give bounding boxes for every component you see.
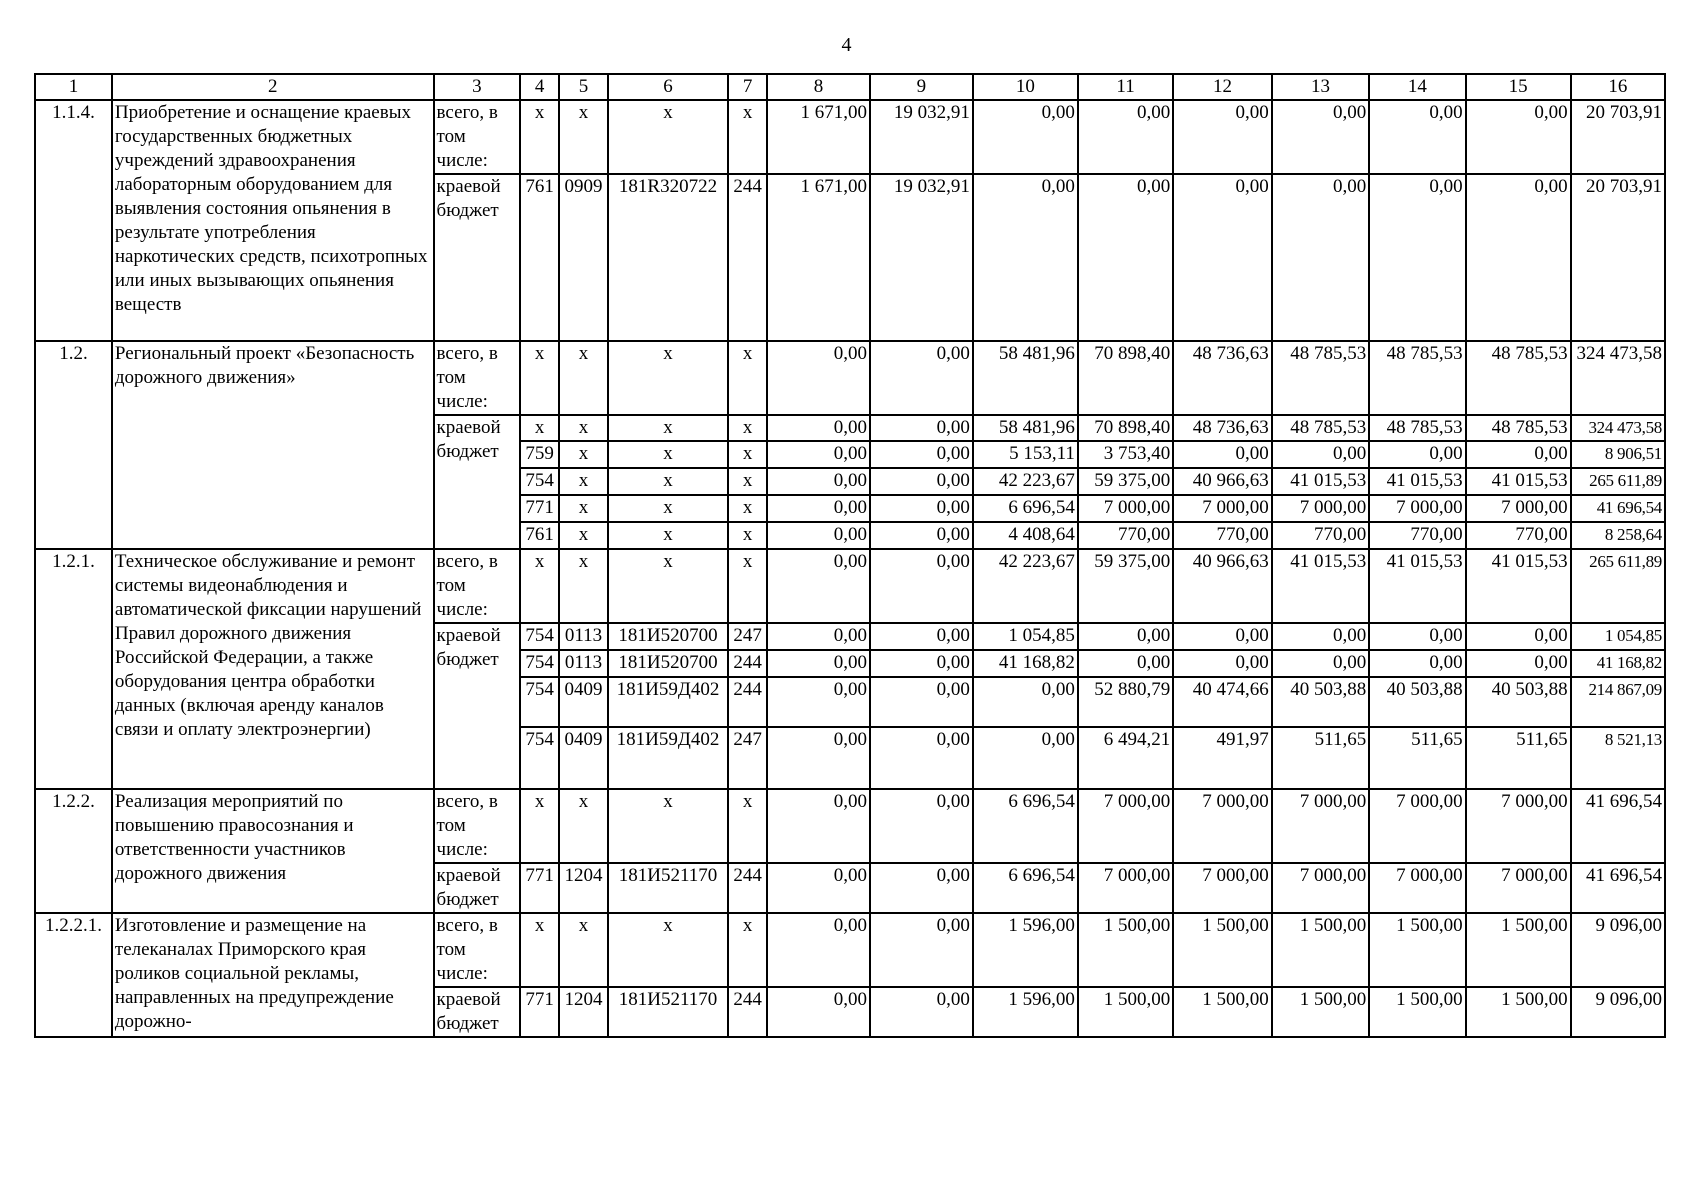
item-name: Изготовление и размещение на телеканалах Приморского края роликов социальной рекламы, направленных на предупреждение дорожно-	[112, 913, 434, 1037]
value-cell: 0,00	[767, 727, 870, 789]
value-cell: 7 000,00	[1272, 863, 1369, 913]
value-cell: 0,00	[1272, 650, 1369, 677]
placeholder-x: х	[728, 100, 767, 174]
column-header: 6	[608, 74, 728, 100]
value-cell: 0,00	[1272, 623, 1369, 650]
value-cell: 0,00	[1369, 650, 1465, 677]
value-cell: 1 054,85	[973, 623, 1078, 650]
value-cell: 0,00	[1078, 174, 1173, 341]
value-cell: 770,00	[1173, 522, 1272, 549]
value-cell: 0,00	[870, 789, 973, 863]
column-header: 11	[1078, 74, 1173, 100]
value-cell: 0,00	[1272, 100, 1369, 174]
code-expense: 244	[728, 863, 767, 913]
column-header: 12	[1173, 74, 1272, 100]
value-cell: 42 223,67	[973, 549, 1078, 623]
value-cell: 40 503,88	[1272, 677, 1369, 727]
value-cell: 511,65	[1466, 727, 1571, 789]
value-cell: 41 015,53	[1369, 468, 1465, 495]
code-section: 0409	[559, 727, 608, 789]
code-target: 181R320722	[608, 174, 728, 341]
value-cell: 7 000,00	[1369, 495, 1465, 522]
placeholder-x: х	[728, 549, 767, 623]
code-target: 181И59Д402	[608, 727, 728, 789]
placeholder-x: х	[520, 789, 559, 863]
code-grbs: 771	[520, 495, 559, 522]
row-1-2-2-total	[35, 789, 1665, 863]
value-cell: 7 000,00	[1078, 863, 1173, 913]
label-regional: краевой бюджет	[434, 623, 521, 789]
code-grbs: 761	[520, 522, 559, 549]
value-cell: 1 500,00	[1466, 987, 1571, 1037]
placeholder-x: х	[520, 913, 559, 987]
value-cell: 5 153,11	[973, 441, 1078, 468]
placeholder-x: х	[608, 341, 728, 415]
value-cell: 0,00	[870, 441, 973, 468]
value-cell: 0,00	[1078, 650, 1173, 677]
placeholder-x: х	[608, 522, 728, 549]
value-cell: 0,00	[1173, 100, 1272, 174]
page-number: 4	[841, 34, 852, 56]
column-header: 7	[728, 74, 767, 100]
value-cell: 324 473,58	[1571, 415, 1665, 441]
placeholder-x: х	[520, 549, 559, 623]
value-cell: 40 503,88	[1466, 677, 1571, 727]
value-cell: 40 474,66	[1173, 677, 1272, 727]
value-cell: 0,00	[1272, 441, 1369, 468]
value-cell: 0,00	[870, 549, 973, 623]
value-cell: 0,00	[767, 549, 870, 623]
value-cell: 324 473,58	[1571, 341, 1665, 415]
value-cell: 6 494,21	[1078, 727, 1173, 789]
value-cell: 0,00	[767, 677, 870, 727]
value-cell: 3 753,40	[1078, 441, 1173, 468]
value-cell: 0,00	[870, 987, 973, 1037]
code-section: 1204	[559, 987, 608, 1037]
value-cell: 0,00	[767, 495, 870, 522]
placeholder-x: х	[559, 789, 608, 863]
column-header: 15	[1466, 74, 1571, 100]
placeholder-x: х	[608, 415, 728, 441]
code-expense: 244	[728, 987, 767, 1037]
code-grbs: 771	[520, 863, 559, 913]
value-cell: 0,00	[870, 415, 973, 441]
row-1-1-4-total	[35, 100, 1665, 174]
value-cell: 20 703,91	[1571, 100, 1665, 174]
value-cell: 0,00	[1173, 174, 1272, 341]
value-cell: 770,00	[1078, 522, 1173, 549]
placeholder-x: х	[520, 415, 559, 441]
value-cell: 9 096,00	[1571, 987, 1665, 1037]
code-target: 181И59Д402	[608, 677, 728, 727]
row-1-2-1-total	[35, 549, 1665, 623]
placeholder-x: х	[559, 468, 608, 495]
value-cell: 58 481,96	[973, 341, 1078, 415]
value-cell: 7 000,00	[1466, 495, 1571, 522]
value-cell: 41 696,54	[1571, 495, 1665, 522]
placeholder-x: х	[608, 789, 728, 863]
value-cell: 0,00	[870, 727, 973, 789]
placeholder-x: х	[559, 913, 608, 987]
placeholder-x: х	[728, 495, 767, 522]
value-cell: 1 500,00	[1466, 913, 1571, 987]
value-cell: 41 015,53	[1466, 549, 1571, 623]
value-cell: 0,00	[973, 174, 1078, 341]
column-header: 13	[1272, 74, 1369, 100]
code-grbs: 754	[520, 727, 559, 789]
value-cell: 0,00	[1078, 623, 1173, 650]
code-grbs: 754	[520, 468, 559, 495]
placeholder-x: х	[728, 468, 767, 495]
label-total: всего, в том числе:	[434, 913, 521, 987]
value-cell: 0,00	[870, 623, 973, 650]
value-cell: 0,00	[767, 913, 870, 987]
placeholder-x: х	[608, 549, 728, 623]
value-cell: 0,00	[767, 341, 870, 415]
placeholder-x: х	[559, 341, 608, 415]
value-cell: 59 375,00	[1078, 549, 1173, 623]
value-cell: 48 785,53	[1466, 415, 1571, 441]
value-cell: 7 000,00	[1369, 789, 1465, 863]
code-expense: 244	[728, 174, 767, 341]
label-regional: краевой бюджет	[434, 415, 521, 549]
value-cell: 0,00	[870, 677, 973, 727]
value-cell: 40 966,63	[1173, 549, 1272, 623]
item-name: Реализация мероприятий по повышению правосознания и ответственности участников дорожного движения	[112, 789, 434, 913]
item-name: Приобретение и оснащение краевых государственных бюджетных учреждений здравоохранения лабораторным оборудованием для выявления состояния опьянения в результате употребления наркотических средств, психотропных или иных вызывающих опьянения веществ	[112, 100, 434, 341]
value-cell: 0,00	[870, 495, 973, 522]
value-cell: 41 696,54	[1571, 863, 1665, 913]
value-cell: 1 500,00	[1369, 913, 1465, 987]
value-cell: 0,00	[1173, 623, 1272, 650]
value-cell: 0,00	[767, 650, 870, 677]
column-header: 16	[1571, 74, 1665, 100]
value-cell: 7 000,00	[1466, 863, 1571, 913]
column-header: 5	[559, 74, 608, 100]
value-cell: 9 096,00	[1571, 913, 1665, 987]
value-cell: 0,00	[870, 650, 973, 677]
value-cell: 41 168,82	[973, 650, 1078, 677]
value-cell: 491,97	[1173, 727, 1272, 789]
placeholder-x: х	[520, 100, 559, 174]
value-cell: 0,00	[870, 522, 973, 549]
item-number: 1.2.1.	[35, 549, 112, 789]
value-cell: 7 000,00	[1173, 863, 1272, 913]
value-cell: 0,00	[973, 677, 1078, 727]
value-cell: 48 785,53	[1272, 415, 1369, 441]
column-header: 8	[767, 74, 870, 100]
value-cell: 265 611,89	[1571, 468, 1665, 495]
value-cell: 6 696,54	[973, 789, 1078, 863]
code-target: 181И520700	[608, 623, 728, 650]
value-cell: 8 521,13	[1571, 727, 1665, 789]
column-header: 9	[870, 74, 973, 100]
value-cell: 511,65	[1272, 727, 1369, 789]
value-cell: 7 000,00	[1272, 789, 1369, 863]
placeholder-x: х	[559, 549, 608, 623]
value-cell: 0,00	[767, 987, 870, 1037]
value-cell: 4 408,64	[973, 522, 1078, 549]
row-1-2-2-1-total	[35, 913, 1665, 987]
value-cell: 48 785,53	[1466, 341, 1571, 415]
value-cell: 214 867,09	[1571, 677, 1665, 727]
value-cell: 0,00	[1466, 623, 1571, 650]
value-cell: 41 015,53	[1369, 549, 1465, 623]
value-cell: 59 375,00	[1078, 468, 1173, 495]
code-section: 0409	[559, 677, 608, 727]
value-cell: 7 000,00	[1078, 789, 1173, 863]
item-name: Техническое обслуживание и ремонт системы видеонаблюдения и автоматической фиксации нарушений Правил дорожного движения Российской Федерации, а также оборудования центра обработки данных (включая аренду каналов связи и оплату электроэнергии)	[112, 549, 434, 789]
value-cell: 70 898,40	[1078, 341, 1173, 415]
placeholder-x: х	[608, 468, 728, 495]
value-cell: 1 671,00	[767, 174, 870, 341]
placeholder-x: х	[559, 415, 608, 441]
value-cell: 58 481,96	[973, 415, 1078, 441]
column-numbers-row	[35, 74, 1665, 100]
value-cell: 70 898,40	[1078, 415, 1173, 441]
placeholder-x: х	[559, 522, 608, 549]
value-cell: 0,00	[1369, 174, 1465, 341]
code-expense: 247	[728, 727, 767, 789]
placeholder-x: х	[728, 415, 767, 441]
placeholder-x: х	[608, 441, 728, 468]
value-cell: 6 696,54	[973, 495, 1078, 522]
item-number: 1.1.4.	[35, 100, 112, 341]
column-header: 14	[1369, 74, 1465, 100]
value-cell: 1 500,00	[1272, 987, 1369, 1037]
label-total: всего, в том числе:	[434, 789, 521, 863]
code-grbs: 754	[520, 650, 559, 677]
value-cell: 7 000,00	[1369, 863, 1465, 913]
label-total: всего, в том числе:	[434, 341, 521, 415]
column-header: 3	[434, 74, 521, 100]
value-cell: 7 000,00	[1173, 789, 1272, 863]
value-cell: 0,00	[1272, 174, 1369, 341]
value-cell: 48 785,53	[1369, 341, 1465, 415]
code-section: 0113	[559, 623, 608, 650]
code-target: 181И521170	[608, 987, 728, 1037]
placeholder-x: х	[559, 441, 608, 468]
value-cell: 1 500,00	[1272, 913, 1369, 987]
item-number: 1.2.	[35, 341, 112, 549]
code-expense: 244	[728, 677, 767, 727]
value-cell: 41 168,82	[1571, 650, 1665, 677]
value-cell: 0,00	[1369, 441, 1465, 468]
budget-table	[34, 73, 1666, 1038]
value-cell: 48 785,53	[1369, 415, 1465, 441]
value-cell: 1 500,00	[1369, 987, 1465, 1037]
placeholder-x: х	[559, 495, 608, 522]
value-cell: 265 611,89	[1571, 549, 1665, 623]
placeholder-x: х	[559, 100, 608, 174]
placeholder-x: х	[728, 341, 767, 415]
value-cell: 7 000,00	[1078, 495, 1173, 522]
label-total: всего, в том числе:	[434, 549, 521, 623]
value-cell: 8 906,51	[1571, 441, 1665, 468]
item-number: 1.2.2.1.	[35, 913, 112, 1037]
value-cell: 0,00	[870, 341, 973, 415]
value-cell: 770,00	[1466, 522, 1571, 549]
value-cell: 19 032,91	[870, 100, 973, 174]
value-cell: 1 054,85	[1571, 623, 1665, 650]
value-cell: 0,00	[973, 100, 1078, 174]
code-grbs: 754	[520, 677, 559, 727]
value-cell: 0,00	[767, 623, 870, 650]
value-cell: 770,00	[1272, 522, 1369, 549]
value-cell: 19 032,91	[870, 174, 973, 341]
value-cell: 0,00	[767, 441, 870, 468]
code-grbs: 754	[520, 623, 559, 650]
value-cell: 0,00	[767, 415, 870, 441]
value-cell: 770,00	[1369, 522, 1465, 549]
placeholder-x: х	[728, 441, 767, 468]
value-cell: 0,00	[1173, 650, 1272, 677]
label-regional: краевой бюджет	[434, 863, 521, 913]
code-section: 1204	[559, 863, 608, 913]
value-cell: 1 500,00	[1173, 913, 1272, 987]
value-cell: 41 015,53	[1272, 549, 1369, 623]
code-expense: 244	[728, 650, 767, 677]
code-grbs: 771	[520, 987, 559, 1037]
value-cell: 0,00	[1369, 623, 1465, 650]
value-cell: 52 880,79	[1078, 677, 1173, 727]
value-cell: 0,00	[973, 727, 1078, 789]
value-cell: 0,00	[1173, 441, 1272, 468]
value-cell: 0,00	[767, 789, 870, 863]
value-cell: 0,00	[767, 863, 870, 913]
value-cell: 6 696,54	[973, 863, 1078, 913]
value-cell: 41 015,53	[1466, 468, 1571, 495]
value-cell: 0,00	[870, 913, 973, 987]
value-cell: 41 696,54	[1571, 789, 1665, 863]
code-grbs: 761	[520, 174, 559, 341]
column-header: 4	[520, 74, 559, 100]
value-cell: 1 500,00	[1078, 987, 1173, 1037]
value-cell: 41 015,53	[1272, 468, 1369, 495]
value-cell: 7 000,00	[1272, 495, 1369, 522]
code-section: 0909	[559, 174, 608, 341]
placeholder-x: х	[728, 789, 767, 863]
placeholder-x: х	[608, 100, 728, 174]
label-total: всего, в том числе:	[434, 100, 521, 174]
value-cell: 40 966,63	[1173, 468, 1272, 495]
column-header: 10	[973, 74, 1078, 100]
value-cell: 40 503,88	[1369, 677, 1465, 727]
value-cell: 1 596,00	[973, 987, 1078, 1037]
column-header: 1	[35, 74, 112, 100]
value-cell: 0,00	[1369, 100, 1465, 174]
value-cell: 1 596,00	[973, 913, 1078, 987]
label-regional: краевой бюджет	[434, 174, 521, 341]
placeholder-x: х	[728, 522, 767, 549]
value-cell: 48 736,63	[1173, 341, 1272, 415]
code-section: 0113	[559, 650, 608, 677]
value-cell: 0,00	[767, 522, 870, 549]
value-cell: 0,00	[1466, 441, 1571, 468]
placeholder-x: х	[728, 913, 767, 987]
value-cell: 7 000,00	[1466, 789, 1571, 863]
code-grbs: 759	[520, 441, 559, 468]
table-body	[35, 74, 1665, 1037]
placeholder-x: х	[608, 913, 728, 987]
item-number: 1.2.2.	[35, 789, 112, 913]
code-target: 181И521170	[608, 863, 728, 913]
value-cell: 0,00	[870, 468, 973, 495]
column-header: 2	[112, 74, 434, 100]
value-cell: 48 785,53	[1272, 341, 1369, 415]
value-cell: 1 500,00	[1078, 913, 1173, 987]
value-cell: 1 671,00	[767, 100, 870, 174]
placeholder-x: х	[520, 341, 559, 415]
value-cell: 1 500,00	[1173, 987, 1272, 1037]
value-cell: 20 703,91	[1571, 174, 1665, 341]
item-name: Региональный проект «Безопасность дорожного движения»	[112, 341, 434, 549]
value-cell: 0,00	[870, 863, 973, 913]
value-cell: 0,00	[1078, 100, 1173, 174]
code-expense: 247	[728, 623, 767, 650]
code-target: 181И520700	[608, 650, 728, 677]
value-cell: 0,00	[767, 468, 870, 495]
value-cell: 7 000,00	[1173, 495, 1272, 522]
value-cell: 0,00	[1466, 100, 1571, 174]
placeholder-x: х	[608, 495, 728, 522]
value-cell: 0,00	[1466, 650, 1571, 677]
value-cell: 8 258,64	[1571, 522, 1665, 549]
value-cell: 42 223,67	[973, 468, 1078, 495]
value-cell: 48 736,63	[1173, 415, 1272, 441]
value-cell: 511,65	[1369, 727, 1465, 789]
row-1-2-total	[35, 341, 1665, 415]
label-regional: краевой бюджет	[434, 987, 521, 1037]
value-cell: 0,00	[1466, 174, 1571, 341]
